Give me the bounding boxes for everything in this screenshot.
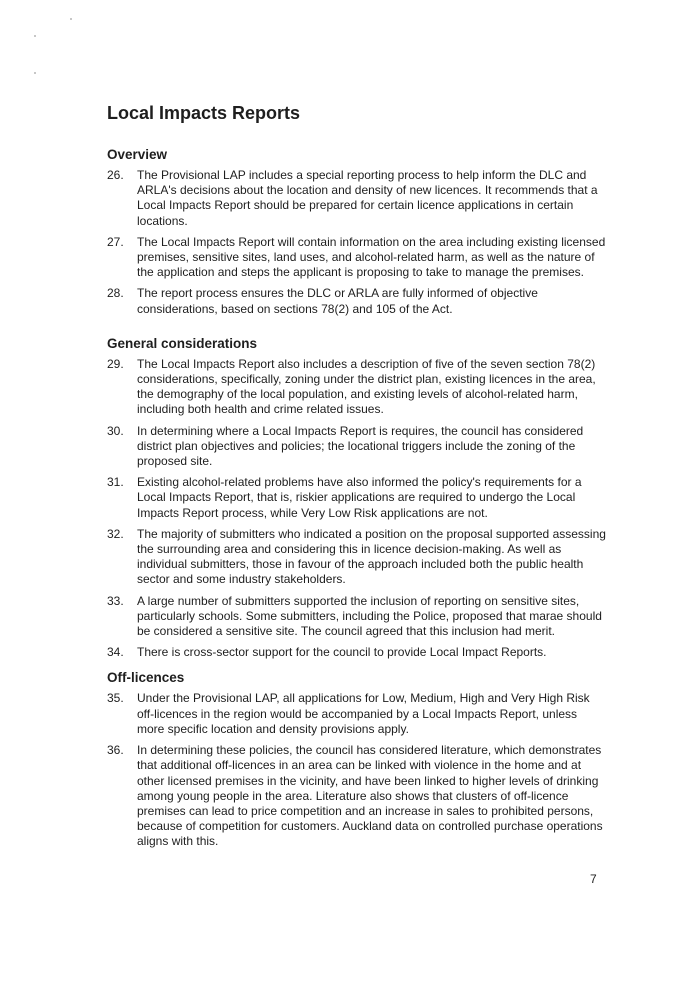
section-heading-general-considerations: General considerations xyxy=(107,335,258,351)
numbered-paragraph xyxy=(107,691,607,737)
paragraph-number: 26. xyxy=(107,168,124,182)
paragraph-number: 34. xyxy=(107,645,124,660)
paragraph-text: The report process ensures the DLC or ARLA are fully informed of objective considerations, based on sections 78(2) and 105 of the Act. xyxy=(137,286,538,316)
paragraph-number: 36. xyxy=(107,743,124,758)
numbered-paragraph xyxy=(107,286,607,316)
scan-speck xyxy=(34,72,36,74)
paragraph-text: The Local Impacts Report also includes a description of five of the seven section 78(2) considerations, specifically, zoning under the district plan, existing licences in the area, the demography of the local population, and existing levels of alcohol-related harm, including both health and crime related issues. xyxy=(137,356,596,417)
numbered-paragraph xyxy=(107,645,607,660)
section-heading-overview: Overview xyxy=(107,147,168,162)
paragraph-number: 35. xyxy=(107,691,124,706)
paragraph-text: The Provisional LAP includes a special reporting process to help inform the DLC and ARLA's decisions about the location and density of new licences. It recommends that a Local Impacts Report should be prepared for certain licence applications in certain locations. xyxy=(137,168,598,228)
numbered-paragraph xyxy=(107,424,607,470)
document-body xyxy=(107,102,607,856)
numbered-paragraph xyxy=(107,594,607,640)
paragraph-text: The Local Impacts Report will contain information on the area including existing licensed premises, sensitive sites, land uses, and alcohol-related harm, as well as the nature of the application and steps the applicant is proposing to take to manage the premises. xyxy=(137,234,606,280)
page-title: Local Impacts Reports xyxy=(107,103,301,123)
paragraph-text: In determining where a Local Impacts Report is requires, the council has considered district plan objectives and policies; the locational triggers include the zoning of the proposed site. xyxy=(137,423,584,469)
scan-speck xyxy=(70,18,72,20)
paragraph-number: 31. xyxy=(107,475,124,490)
numbered-paragraph xyxy=(107,168,607,229)
paragraph-number: 28. xyxy=(107,286,124,301)
paragraph-text: The majority of submitters who indicated a position on the proposal supported assessing the surrounding area and considering this in licence decision-making. As well as individual submitters, those in favour of the approach included both the public health sector and some industry stakeholders. xyxy=(137,526,606,587)
numbered-paragraph xyxy=(107,475,607,521)
paragraph-text: A large number of submitters supported the inclusion of reporting on sensitive sites, particularly schools. Some submitters, including the Police, proposed that marae should be considered a sensitive site. The council agreed that this inclusion had merit. xyxy=(137,593,602,639)
numbered-paragraph xyxy=(107,235,607,281)
paragraph-number: 32. xyxy=(107,526,124,541)
scan-speck xyxy=(34,35,36,37)
numbered-paragraph xyxy=(107,357,607,418)
numbered-paragraph xyxy=(107,743,607,849)
paragraph-number: 33. xyxy=(107,593,124,608)
numbered-paragraph xyxy=(107,527,607,588)
paragraph-number: 30. xyxy=(107,423,124,438)
section-heading-off-licences: Off-licences xyxy=(107,670,185,686)
paragraph-text: Under the Provisional LAP, all applications for Low, Medium, High and Very High Risk off-licences in the region would be accompanied by a Local Impacts Report, unless more specific location and density provisions apply. xyxy=(137,691,590,736)
paragraph-number: 27. xyxy=(107,234,124,249)
paragraph-text: Existing alcohol-related problems have also informed the policy's requirements for a Local Impacts Report, that is, riskier applications are required to undergo the Local Impacts Report process, while Very Low Risk applications are not. xyxy=(137,475,582,520)
paragraph-text: In determining these policies, the council has considered literature, which demonstrates that additional off-licences in an area can be linked with violence in the home and at other licensed premises in the vicinity, and have been linked to higher levels of drinking among young people in the area. Literature also shows that clusters of off-licence premises can lead to price competition and an increase in sales to prohibited persons, because of competition for customers. Auckland data on controlled purchase operations aligns with this. xyxy=(137,743,603,849)
paragraph-number: 29. xyxy=(107,356,124,371)
page-number: 7 xyxy=(590,872,597,886)
paragraph-text: There is cross-sector support for the council to provide Local Impact Reports. xyxy=(137,645,547,660)
